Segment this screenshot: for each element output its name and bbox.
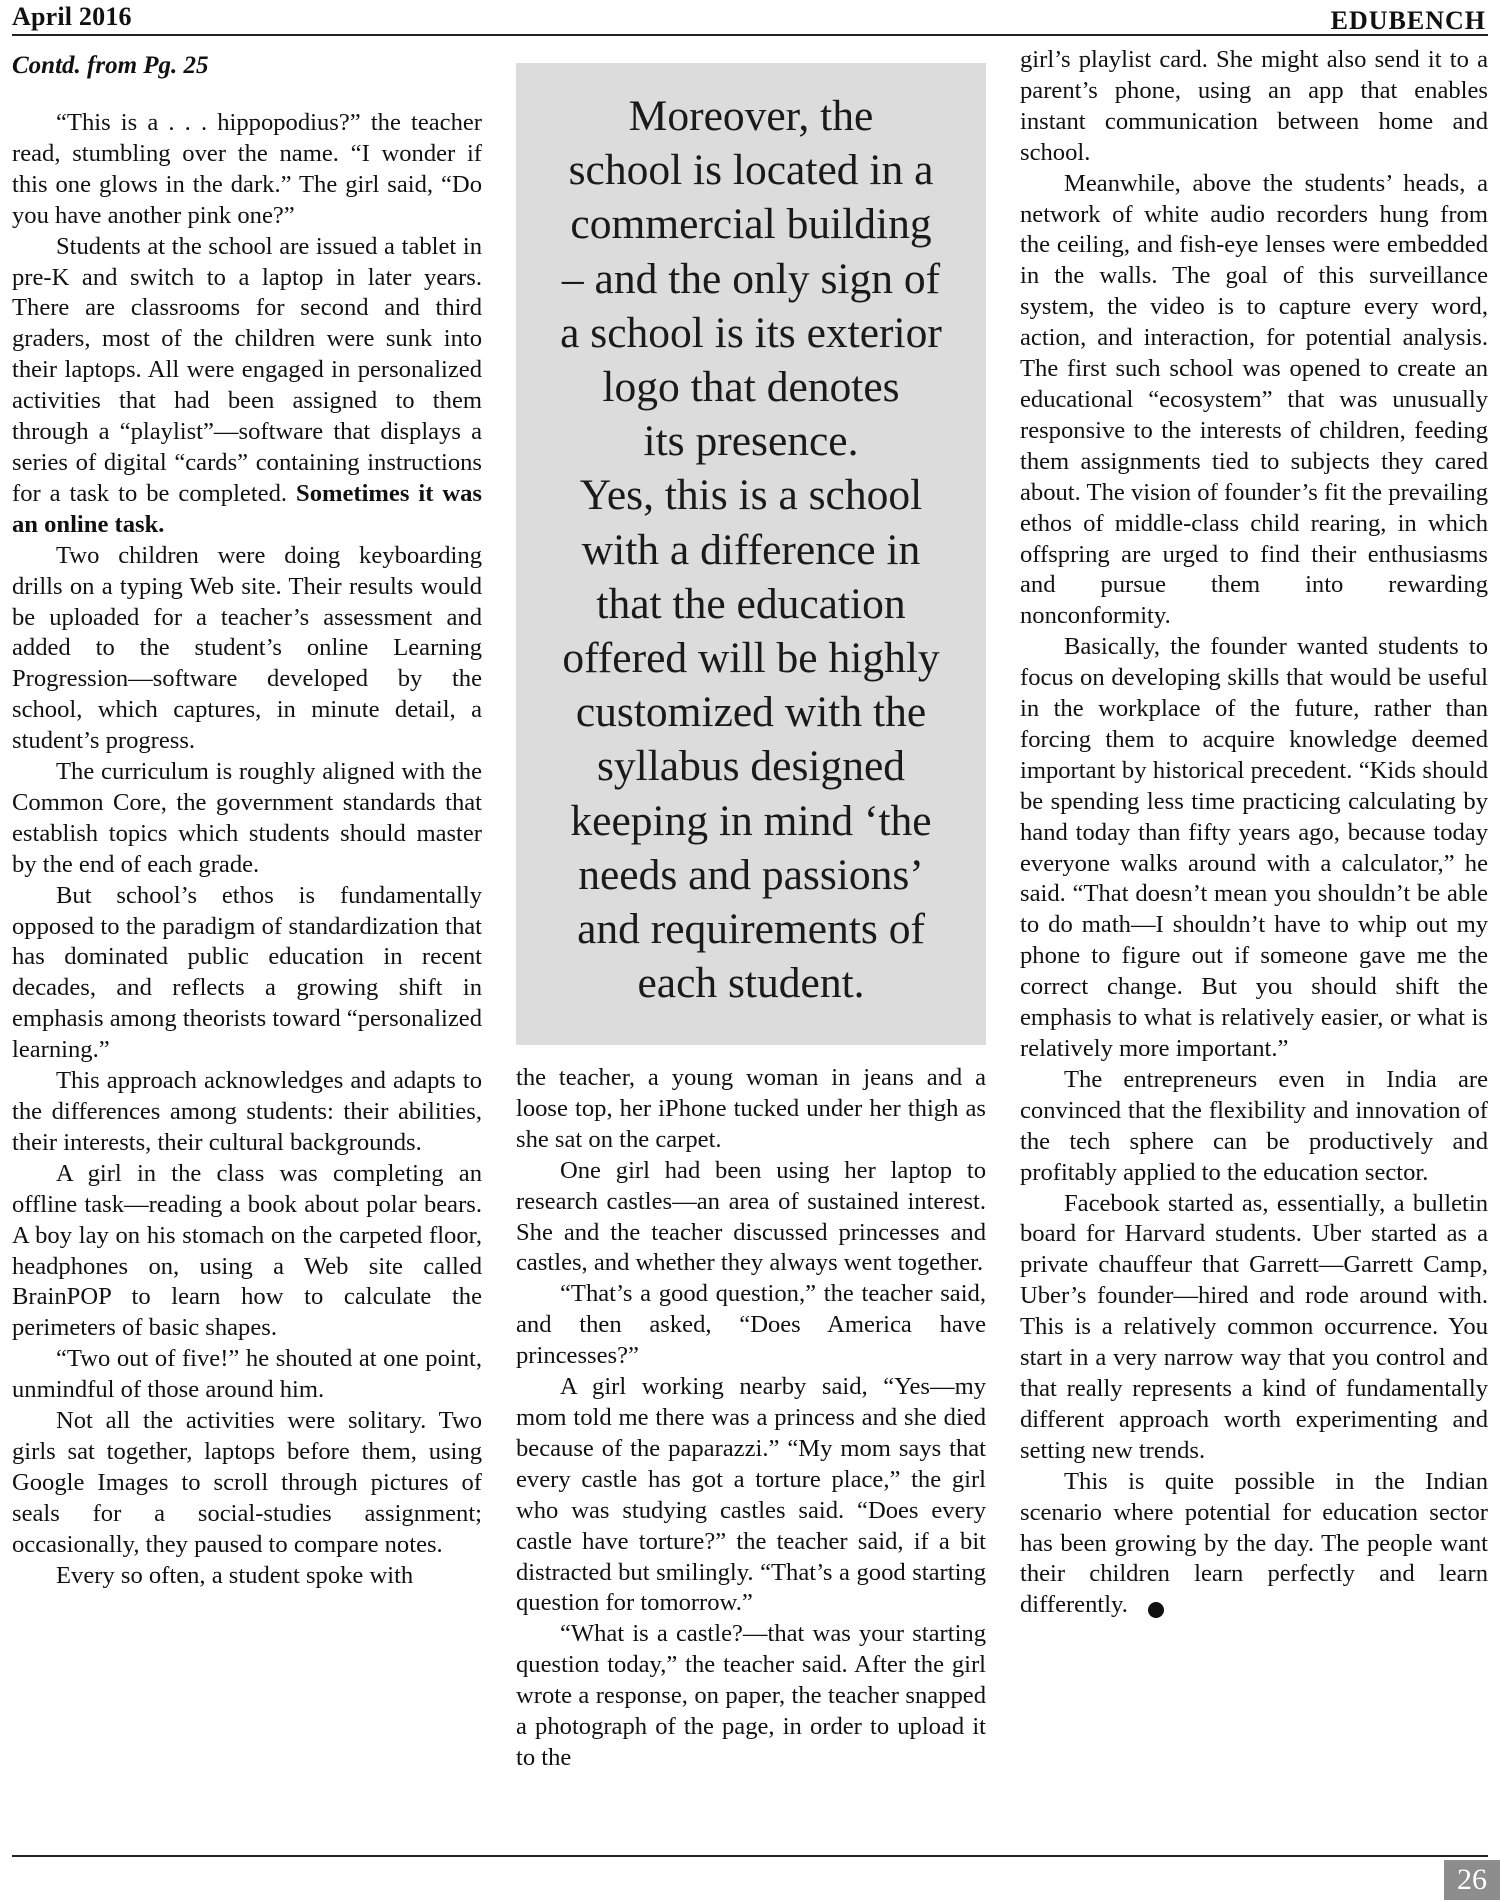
header-rule <box>12 34 1488 36</box>
continued-note: Contd. from Pg. 25 <box>12 52 209 79</box>
paragraph: Facebook started as, essentially, a bulletin board for Harvard students. Uber started as a private chauffeur that Garrett—Garrett Camp, Uber’s founder—hired and rode around with. This is a relatively common occurrence. You start in a very narrow way that you control and that really represents a kind of fundamentally different approach worth experimenting and setting new trends. <box>1020 1189 1488 1464</box>
pull-quote-line: Moreover, the <box>628 92 874 140</box>
pull-quote-line: – and the only sign of <box>561 254 941 303</box>
bold-sentence: Sometimes it was an online task. <box>12 479 482 538</box>
pull-quote-line: each student. <box>637 959 865 1008</box>
footer-rule <box>12 1855 1488 1857</box>
pull-quote-line: customized with the <box>575 688 927 737</box>
paragraph: The curriculum is roughly aligned with the Common Core, the government standards that establish topics which students should master by the end of each grade. <box>12 758 482 878</box>
pull-quote-line: needs and passions’ <box>578 850 924 899</box>
paragraph <box>12 232 482 541</box>
paragraph: A girl in the class was completing an offline task—reading a book about polar bears. A boy lay on his stomach on the carpeted floor, headphones on, using a Web site called BrainPOP to learn how to calculate the perimeters of basic shapes. <box>12 1159 482 1342</box>
paragraph: Basically, the founder wanted students to focus on developing skills that would be useful in the workplace of the future, rather than forcing them to acquire knowledge deemed important by historical precedent. “Kids should be spending less time practicing calculating by hand today than fifty years ago, because today everyone walks around with a calculator,” he said. “That doesn’t mean you shouldn’t be able to do math—I shouldn’t have to whip out my phone to figure out if someone gave me the correct change. But you should shift the emphasis to what is relatively easier, or what is relatively more important.” <box>1020 633 1488 1062</box>
article-column-2 <box>516 1063 986 1774</box>
pull-quote-line: keeping in mind ‘the <box>570 796 932 845</box>
paragraph: Not all the activities were solitary. Two girls sat together, laptops before them, using Google Images to scroll through pictures of seals for a social-studies assignment; occasionally, they paused to compare notes. <box>12 1407 482 1558</box>
paragraph <box>1020 1467 1488 1622</box>
paragraph: A girl working nearby said, “Yes—my mom told me there was a princess and she died because of the paparazzi.” “My mom says that every castle has got a torture place,” the girl who was studying castles said. “Does every castle have torture?” the teacher said, if a bit distracted but smilingly. “That’s a good starting question for tomorrow.” <box>516 1373 986 1617</box>
paragraph: “This is a . . . hippopodius?” the teacher read, stumbling over the name. “I wonder if this one glows in the dark.” The girl said, “Do you have another pink one?” <box>12 109 482 229</box>
paragraph: Two children were doing keyboarding drills on a typing Web site. Their results would be uploaded for a teacher’s assessment and added to the student’s online Learning Progression—software developed by the school, which captures, in minute detail, a student’s progress. <box>12 541 482 755</box>
paragraph: Every so often, a student spoke with <box>56 1561 414 1589</box>
article-column-1 <box>12 108 482 1592</box>
paragraph: the teacher, a young woman in jeans and a loose top, her iPhone tucked under her thigh as she sat on the carpet. <box>516 1064 986 1153</box>
pull-quote-line: offered will be highly <box>562 634 940 683</box>
pull-quote-line: logo that denotes <box>602 363 900 412</box>
pull-quote-line: school is located in a <box>568 146 934 195</box>
pull-quote-line: a school is its exterior <box>560 308 942 357</box>
paragraph: One girl had been using her laptop to research castles—an area of sustained interest. She and the teacher discussed princesses and castles, and whether they always went together. <box>516 1156 986 1277</box>
paragraph: The entrepreneurs even in India are convinced that the flexibility and innovation of the tech sphere can be productively and profitably applied to the education sector. <box>1020 1065 1488 1186</box>
paragraph: “That’s a good question,” the teacher said, and then asked, “Does America have princesses?” <box>516 1280 986 1370</box>
paragraph: Meanwhile, above the students’ heads, a network of white audio recorders hung from the ceiling, and fish-eye lenses were embedded in the walls. The goal of this surveillance system, the video is to capture every word, action, and interaction, for potential analysis. The first such school was opened to create an educational “ecosystem” that was unusually responsive to the interests of children, feeding them assignments tied to subjects they cared about. The vision of founder’s fit the prevailing ethos of middle-class child rearing, in which offspring are urged to find their enthusiasms and pursue them into rewarding nonconformity. <box>1020 169 1488 630</box>
paragraph: “Two out of five!” he shouted at one point, unmindful of those around him. <box>12 1345 482 1404</box>
pull-quote-line: commercial building <box>570 200 932 249</box>
paragraph: This approach acknowledges and adapts to the differences among students: their abilities, their interests, their cultural backgrounds. <box>12 1067 482 1156</box>
pull-quote-line: and requirements of <box>577 905 925 954</box>
pull-quote-line: with a difference in <box>581 525 921 574</box>
issue-date: April 2016 <box>12 2 132 31</box>
pull-quote-box <box>516 63 986 1045</box>
paragraph-text: Students at the school are issued a tablet in pre-K and switch to a laptop in later years. There are classrooms for second and third graders, most of the children were sunk into their laptops. All were engaged in personalized activities that had been assigned to them through a “playlist”—software that displays a series of digital “cards” containing instructions for a task to be completed. <box>12 232 482 507</box>
page-number: 26 <box>1444 1860 1500 1900</box>
paragraph-text: This is quite possible in the Indian scenario where potential for education sector has been growing by the day. The people want their children learn perfectly and learn differently. <box>1020 1467 1488 1619</box>
paragraph: But school’s ethos is fundamentally opposed to the paradigm of standardization that has dominated public education in recent decades, and reflects a growing shift in emphasis among theorists toward “personalized learning.” <box>12 881 482 1064</box>
paragraph: girl’s playlist card. She might also send it to a parent’s phone, using an app that enables instant communication between home and school. <box>1020 46 1488 166</box>
end-of-article-bullet-icon <box>1148 1602 1164 1618</box>
publication-name: EDUBENCH <box>1330 6 1486 35</box>
pull-quote-line: Yes, this is a school <box>579 471 923 520</box>
pull-quote-line: that the education <box>596 579 906 628</box>
pull-quote-line: syllabus designed <box>596 742 906 791</box>
article-column-3 <box>1020 45 1488 1621</box>
paragraph: “What is a castle?—that was your starting question today,” the teacher said. After the girl wrote a response, on paper, the teacher snapped a photograph of the page, in order to upload it to the <box>516 1620 986 1771</box>
pull-quote-line: its presence. <box>643 417 859 466</box>
